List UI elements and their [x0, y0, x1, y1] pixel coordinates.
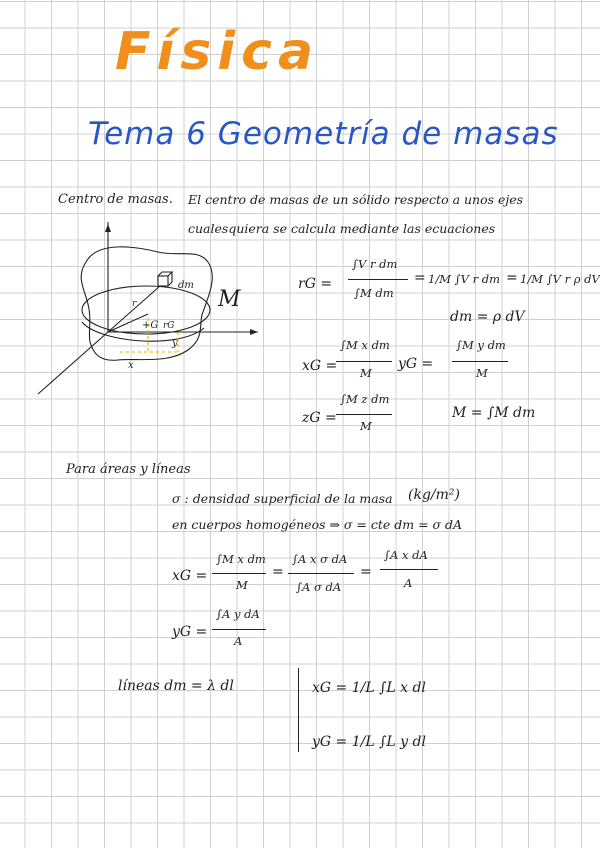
- x-axis-label: x: [128, 360, 134, 371]
- rg-eq-right: 1/M ∫V r ρ dV: [520, 272, 600, 286]
- xg-area-f3-denominator: A: [404, 576, 413, 590]
- sigma-units: (kg/m²): [408, 487, 460, 503]
- solid-body-figure: [28, 222, 268, 402]
- xg-area-f1-numerator: ∫M x dm: [216, 552, 266, 566]
- rg-eq-fraction-bar: [348, 279, 408, 280]
- page-subtitle: Tema 6 Geometría de masas: [88, 116, 559, 152]
- yg-eq-fraction-bar: [452, 361, 508, 362]
- zg-eq-numerator: ∫M z dm: [340, 392, 390, 406]
- yg-area-numerator: ∫A y dA: [216, 607, 260, 621]
- zg-eq-denominator: M: [360, 419, 372, 433]
- section-label-areas-lineas: Para áreas y líneas: [66, 462, 191, 477]
- total-mass-eq: M = ∫M dm: [452, 405, 536, 421]
- yg-area-lhs: yG =: [172, 624, 208, 640]
- yg-eq-lhs: yG =: [398, 356, 434, 372]
- rg-eq-equals-b: =: [506, 270, 518, 286]
- xg-area-equals-1: =: [272, 564, 284, 580]
- xg-area-f2-numerator: ∫A x σ dA: [292, 552, 348, 566]
- dm-label: dm: [178, 280, 194, 291]
- xg-area-f1-denominator: M: [236, 578, 248, 592]
- page-title: Física: [115, 22, 320, 82]
- dm-density-eq: dm = ρ dV: [450, 309, 525, 325]
- sigma-definition: σ : densidad superficial de la masa: [172, 491, 393, 506]
- lines-xg-eq: xG = 1/L ∫L x dl: [312, 680, 426, 696]
- xg-area-f2-denominator: ∫A σ dA: [296, 580, 342, 594]
- yg-area-denominator: A: [234, 634, 243, 648]
- rg-eq-equals-a: =: [414, 270, 426, 286]
- xg-area-f1-bar: [212, 573, 266, 574]
- rg-eq-denominator: ∫M dm: [354, 286, 394, 300]
- lines-yg-eq: yG = 1/L ∫L y dl: [312, 734, 426, 750]
- section1-text-line2: cualesquiera se calcula mediante las ecuaciones: [188, 221, 496, 236]
- xg-area-f2-bar: [288, 573, 354, 574]
- rg-eq-numerator: ∫V r dm: [352, 257, 398, 271]
- zg-eq-fraction-bar: [336, 414, 392, 415]
- dm-element-top: [158, 272, 172, 276]
- rg-eq-lhs: rG =: [298, 276, 333, 292]
- mass-M-label: M: [218, 287, 241, 312]
- dm-element-box: [158, 276, 168, 286]
- yg-eq-denominator: M: [476, 366, 488, 380]
- r-vector-label: r: [132, 299, 137, 309]
- xg-eq-numerator: ∫M x dm: [340, 338, 390, 352]
- zg-eq-lhs: zG =: [302, 410, 337, 426]
- lines-divider: [298, 668, 299, 752]
- xg-area-f3-numerator: ∫A x dA: [384, 548, 428, 562]
- xg-eq-denominator: M: [360, 366, 372, 380]
- xg-area-f3-bar: [380, 569, 438, 570]
- xg-area-equals-2: =: [360, 564, 372, 580]
- solid-body-outline: [81, 247, 212, 360]
- y-axis-label: y: [172, 338, 178, 349]
- x-axis-line: [38, 332, 108, 394]
- rg-eq-middle: 1/M ∫V r dm: [428, 272, 500, 286]
- xg-eq-fraction-bar: [336, 361, 392, 362]
- xg-eq-lhs: xG =: [302, 358, 338, 374]
- section1-text-line1: El centro de masas de un sólido respecto a unos ejes: [188, 192, 524, 207]
- centroid-G-label: +G: [142, 320, 159, 331]
- xg-area-lhs: xG =: [172, 568, 208, 584]
- yg-area-fraction-bar: [212, 629, 266, 630]
- yg-eq-numerator: ∫M y dm: [456, 338, 506, 352]
- y-axis-arrowhead: [250, 329, 258, 335]
- z-axis-arrowhead: [105, 224, 111, 232]
- homogeneous-condition: en cuerpos homogéneos ⇒ σ = cte dm = σ dA: [172, 517, 463, 532]
- section-label-centro-de-masas: Centro de masas.: [58, 192, 173, 207]
- rG-vector-label: rG: [163, 321, 175, 331]
- lines-dm-eq: líneas dm = λ dl: [118, 678, 234, 694]
